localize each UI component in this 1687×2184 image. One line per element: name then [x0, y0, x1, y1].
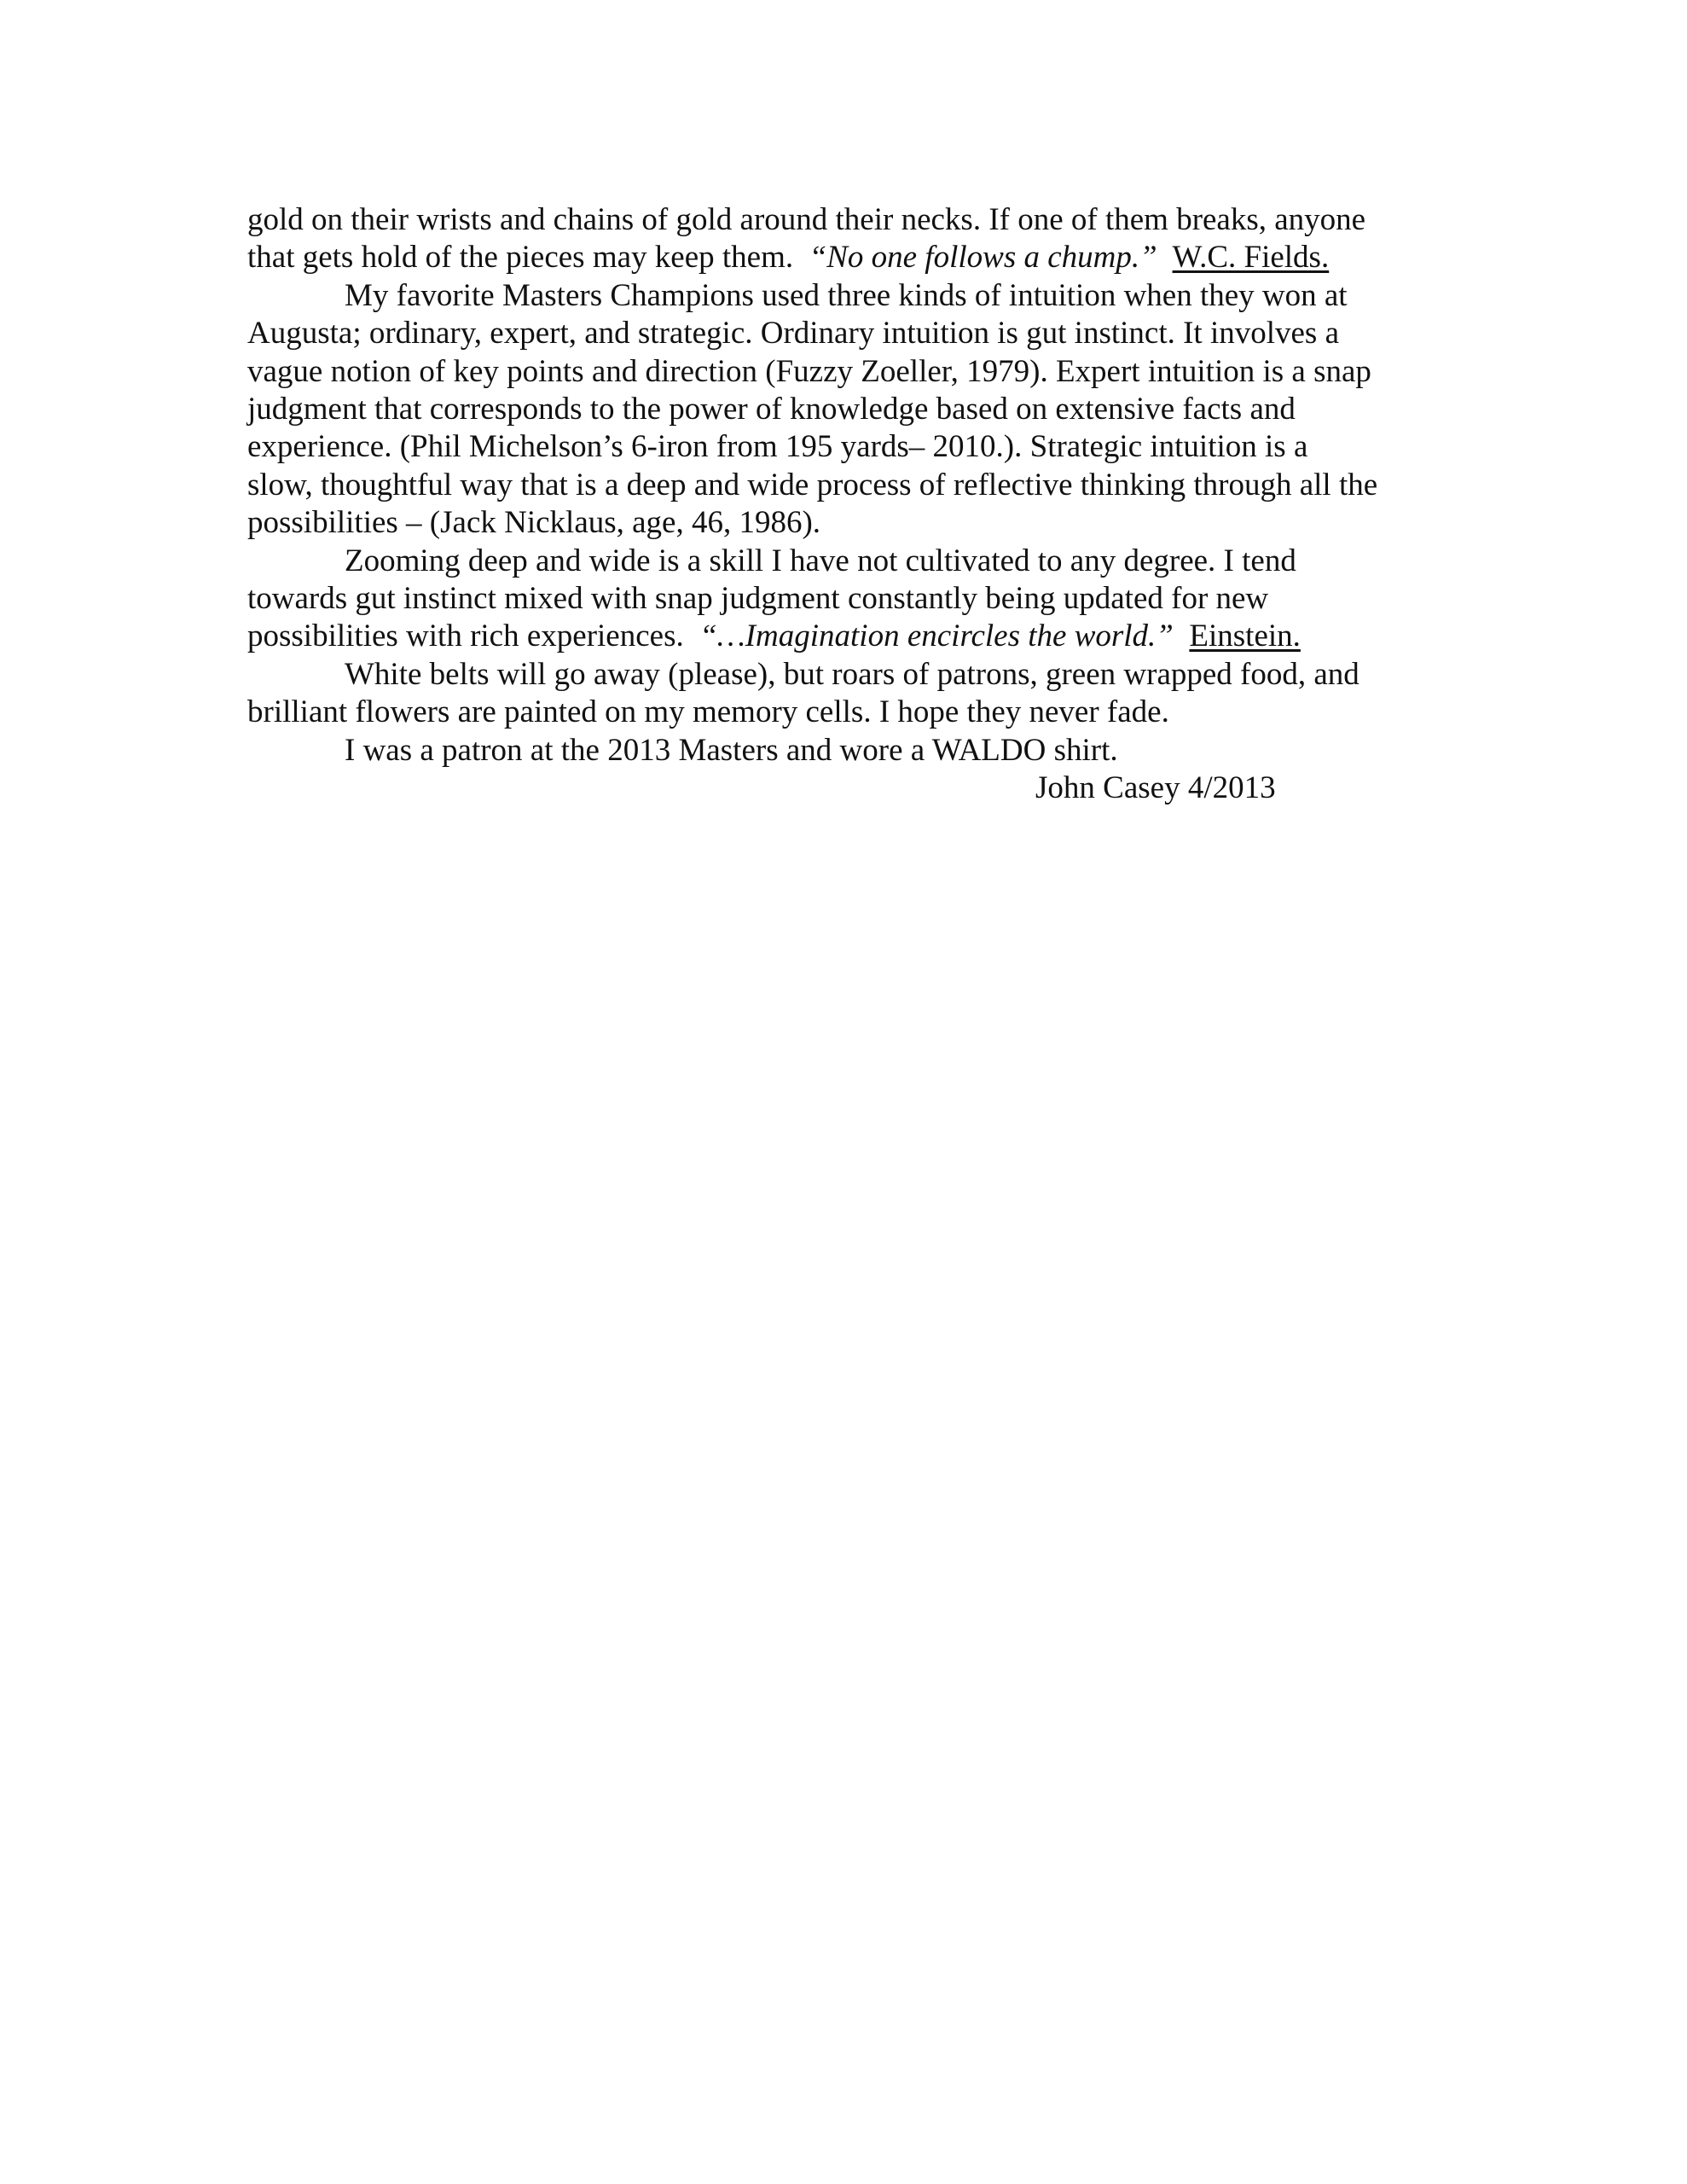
einstein-attribution: Einstein.: [1189, 619, 1301, 654]
paragraph-2-line-2: Augusta; ordinary, expert, and strategic. Ordinary intuition is gut instinct. It involves a: [247, 316, 1340, 351]
wc-fields-quote: “No one follows a chump.”: [809, 240, 1157, 276]
paragraph-4-line-2: brilliant flowers are painted on my memory cells. I hope they never fade.: [247, 694, 1169, 730]
paragraph-4-line-1: White belts will go away (please), but roars of patrons, green wrapped food, and: [345, 656, 1359, 692]
paragraph-2-line-4: judgment that corresponds to the power of knowledge based on extensive facts and: [247, 392, 1296, 427]
paragraph-2-line-3: vague notion of key points and direction (Fuzzy Zoeller, 1979). Expert intuition is a snap: [247, 353, 1371, 389]
einstein-quote: “…Imagination encircles the world.”: [699, 619, 1174, 654]
paragraph-2-line-7: possibilities – (Jack Nicklaus, age, 46, 1986).: [247, 505, 821, 541]
paragraph-3-line-3: [247, 618, 1458, 655]
paragraph-1-line-1: gold on their wrists and chains of gold around their necks. If one of them breaks, anyone: [247, 202, 1366, 237]
paragraph-5-line-1: I was a patron at the 2013 Masters and wore a WALDO shirt.: [345, 732, 1118, 768]
paragraph-2-line-6: slow, thoughtful way that is a deep and wide process of reflective thinking through all the: [247, 467, 1378, 502]
paragraph-1-text: that gets hold of the pieces may keep them.: [247, 240, 794, 276]
wc-fields-attribution: W.C. Fields.: [1172, 240, 1330, 276]
paragraph-1-line-2: [247, 239, 1458, 276]
signature: John Casey 4/2013: [1035, 770, 1276, 806]
paragraph-2-line-1: My favorite Masters Champions used three kinds of intuition when they won at: [345, 277, 1348, 313]
document-body: [247, 201, 1458, 808]
paragraph-3-line-2: towards gut instinct mixed with snap judgment constantly being updated for new: [247, 581, 1269, 617]
paragraph-3-line-1: Zooming deep and wide is a skill I have not cultivated to any degree. I tend: [345, 543, 1296, 578]
paragraph-3-text: possibilities with rich experiences.: [247, 619, 684, 654]
paragraph-2-line-5: experience. (Phil Michelson’s 6-iron from 195 yards– 2010.). Strategic intuition is a: [247, 429, 1308, 465]
